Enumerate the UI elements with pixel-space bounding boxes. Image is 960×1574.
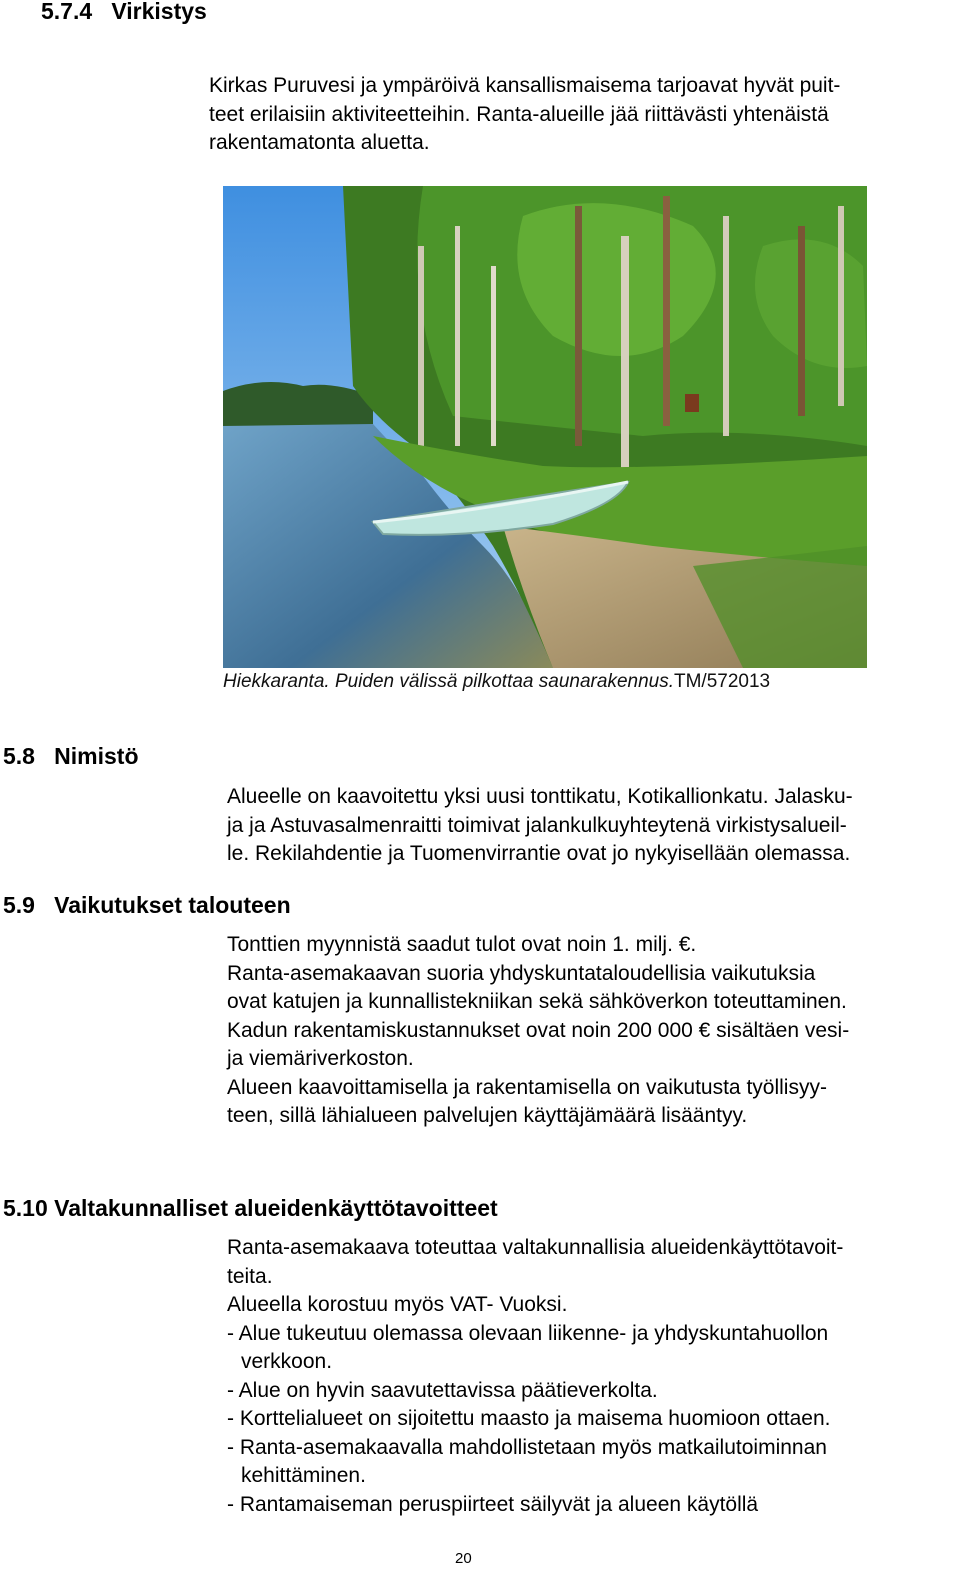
- text-line: Ranta-asemakaavan suoria yhdyskuntataloudellisia vaikutuksia: [227, 961, 816, 985]
- text-line: Alueelle on kaavoitettu yksi uusi tonttikatu, Kotikallionkatu. Jalasku-: [227, 785, 853, 808]
- text-line: Kirkas Puruvesi ja ympäröivä kansallismaisema tarjoavat hyvät puit-: [209, 74, 841, 97]
- list-item: - Alue on hyvin saavutettavissa päätieverkolta.: [227, 1378, 658, 1402]
- section-title: Nimistö: [54, 743, 139, 769]
- text-line: teet erilaisiin aktiviteetteihin. Ranta-alueille jää riittävästi yhtenäistä: [209, 102, 829, 126]
- text-line: Alueen kaavoittamisella ja rakentamisella on vaikutusta työllisyy-: [227, 1075, 827, 1099]
- list-item: - Rantamaiseman peruspiirteet säilyvät ja alueen käytöllä: [227, 1492, 759, 1516]
- section-number: 5.7.4: [41, 0, 93, 24]
- photo-credit: TM/572013: [674, 671, 771, 692]
- section-number: 5.9: [3, 892, 35, 918]
- text-line: ovat katujen ja kunnallistekniikan sekä sähköverkon toteuttaminen.: [227, 990, 847, 1013]
- list-item-continuation: kehittäminen.: [241, 1464, 366, 1487]
- list-item: - Ranta-asemakaavalla mahdollistetaan myös matkailutoiminnan: [227, 1435, 827, 1459]
- list-item: - Alue tukeutuu olemassa olevaan liikenne- ja yhdyskuntahuollon: [227, 1321, 829, 1345]
- text-line: teita.: [227, 1264, 273, 1288]
- text-line: le. Rekilahdentie ja Tuomenvirrantie ovat jo nykyisellään olemassa.: [227, 842, 851, 865]
- caption-text: Hiekkaranta. Puiden välissä pilkottaa saunarakennus.: [223, 671, 674, 692]
- section-number: 5.8: [3, 743, 35, 769]
- text-line: ja viemäriverkoston.: [227, 1047, 414, 1070]
- section-heading-virkistys: [41, 0, 207, 25]
- section-title: Vaikutukset talouteen: [54, 892, 291, 918]
- section-number: 5.10: [3, 1195, 48, 1221]
- nimisto-paragraph: [227, 783, 853, 869]
- text-line: teen, sillä lähialueen palvelujen käyttäjämäärä lisääntyy.: [227, 1104, 748, 1127]
- page-number: 20: [455, 1550, 472, 1567]
- section-heading-nimisto: [3, 742, 139, 770]
- text-line: rakentamatonta aluetta.: [209, 131, 430, 154]
- photo-caption: [223, 671, 770, 693]
- section-title: Valtakunnalliset alueidenkäyttötavoitteet: [54, 1195, 498, 1221]
- section-title: Virkistys: [111, 0, 207, 24]
- text-line: Tonttien myynnistä saadut tulot ovat noin 1. milj. €.: [227, 933, 697, 956]
- text-line: Ranta-asemakaava toteuttaa valtakunnallisia alueidenkäyttötavoit-: [227, 1236, 844, 1259]
- lakeshore-photo: [223, 186, 867, 668]
- text-line: ja ja Astuvasalmenraitti toimivat jalankulkuyhteytenä virkistysalueil-: [227, 813, 847, 837]
- list-item: - Korttelialueet on sijoitettu maasto ja maisema huomioon ottaen.: [227, 1407, 831, 1430]
- text-line: Kadun rakentamiskustannukset ovat noin 200 000 € sisältäen vesi-: [227, 1018, 850, 1042]
- vat-paragraph: [227, 1234, 843, 1519]
- section-heading-vat: [3, 1194, 498, 1222]
- talous-paragraph: [227, 931, 849, 1131]
- virkistys-paragraph: [209, 72, 840, 158]
- list-item-continuation: verkkoon.: [241, 1350, 333, 1373]
- section-heading-talous: [3, 891, 291, 919]
- text-line: Alueella korostuu myös VAT- Vuoksi.: [227, 1293, 568, 1316]
